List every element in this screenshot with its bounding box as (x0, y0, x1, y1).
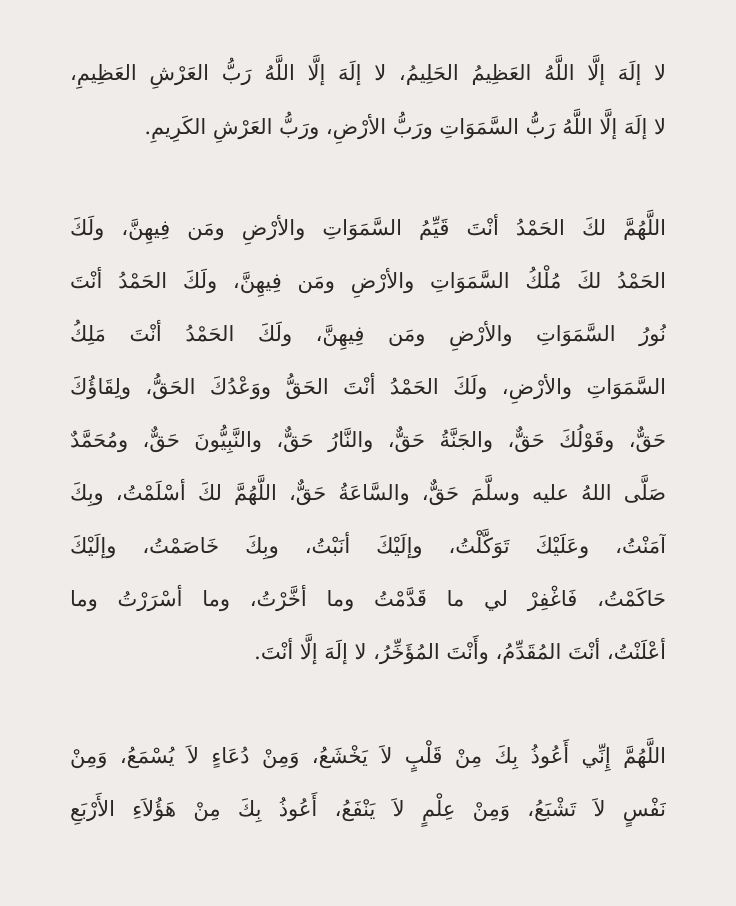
dua-paragraph-2 (70, 202, 666, 679)
text-line: لا إلَهَ إلَّا اللَّهُ العَظِيمُ الحَلِيمُ، لا إلَهَ إلَّا اللَّهُ رَبُّ العَرْشِ العَظِيمِ، (70, 61, 666, 85)
text-line: السَّمَوَاتِ والأرْضِ، ولَكَ الحَمْدُ أنْتَ الحَقُّ ووَعْدُكَ الحَقُّ، ولِقَاؤُكَ (70, 375, 666, 399)
dua-paragraph-3 (70, 730, 666, 836)
text-line: صَلَّى اللهُ عليه وسلَّمَ حَقٌّ، والسَّاعَةُ حَقٌّ، اللَّهُمَّ لكَ أسْلَمْتُ، وبِكَ (70, 481, 666, 505)
text-line: لا إلَهَ إلَّا اللَّهُ رَبُّ السَّمَوَاتِ ورَبُّ الأرْضِ، ورَبُّ العَرْشِ الكَرِيمِ. (144, 115, 666, 139)
text-line: اللَّهُمَّ لكَ الحَمْدُ أنْتَ قَيِّمُ السَّمَوَاتِ والأرْضِ ومَن فِيهِنَّ، ولَكَ (70, 216, 666, 240)
dua-paragraph-1 (70, 46, 666, 154)
text-line: حَاكَمْتُ، فَاغْفِرْ لي ما قَدَّمْتُ وما أخَّرْتُ، وما أسْرَرْتُ وما (70, 587, 666, 611)
text-line: نَفْسٍ لاَ تَشْبَعُ، وَمِنْ عِلْمٍ لاَ يَنْفَعُ، أَعُوذُ بِكَ مِنْ هَؤُلاَءِ الأَرْبَعِ (70, 797, 666, 821)
text-line: اللَّهُمَّ إِنِّي أَعُوذُ بِكَ مِنْ قَلْبٍ لاَ يَخْشَعُ، وَمِنْ دُعَاءٍ لاَ يُسْمَعُ، وَمِنْ (70, 744, 666, 768)
text-line: الحَمْدُ لكَ مُلْكُ السَّمَوَاتِ والأرْضِ ومَن فِيهِنَّ، ولَكَ الحَمْدُ أنْتَ (70, 269, 666, 293)
text-line: آمَنْتُ، وعَلَيْكَ تَوَكَّلْتُ، وإلَيْكَ أنَبْتُ، وبِكَ خَاصَمْتُ، وإلَيْكَ (70, 534, 666, 558)
text-line: حَقٌّ، وقَوْلُكَ حَقٌّ، والجَنَّةُ حَقٌّ، والنَّارُ حَقٌّ، والنَّبِيُّونَ حَقٌّ، ومُحَمَّدٌ (70, 428, 666, 452)
text-line: أعْلَنْتُ، أنْتَ المُقَدِّمُ، وأَنْتَ المُؤَخِّرُ، لا إلَهَ إلَّا أنْتَ. (254, 640, 666, 664)
text-line: نُورُ السَّمَوَاتِ والأرْضِ ومَن فِيهِنَّ، ولَكَ الحَمْدُ أنْتَ مَلِكُ (70, 322, 666, 346)
